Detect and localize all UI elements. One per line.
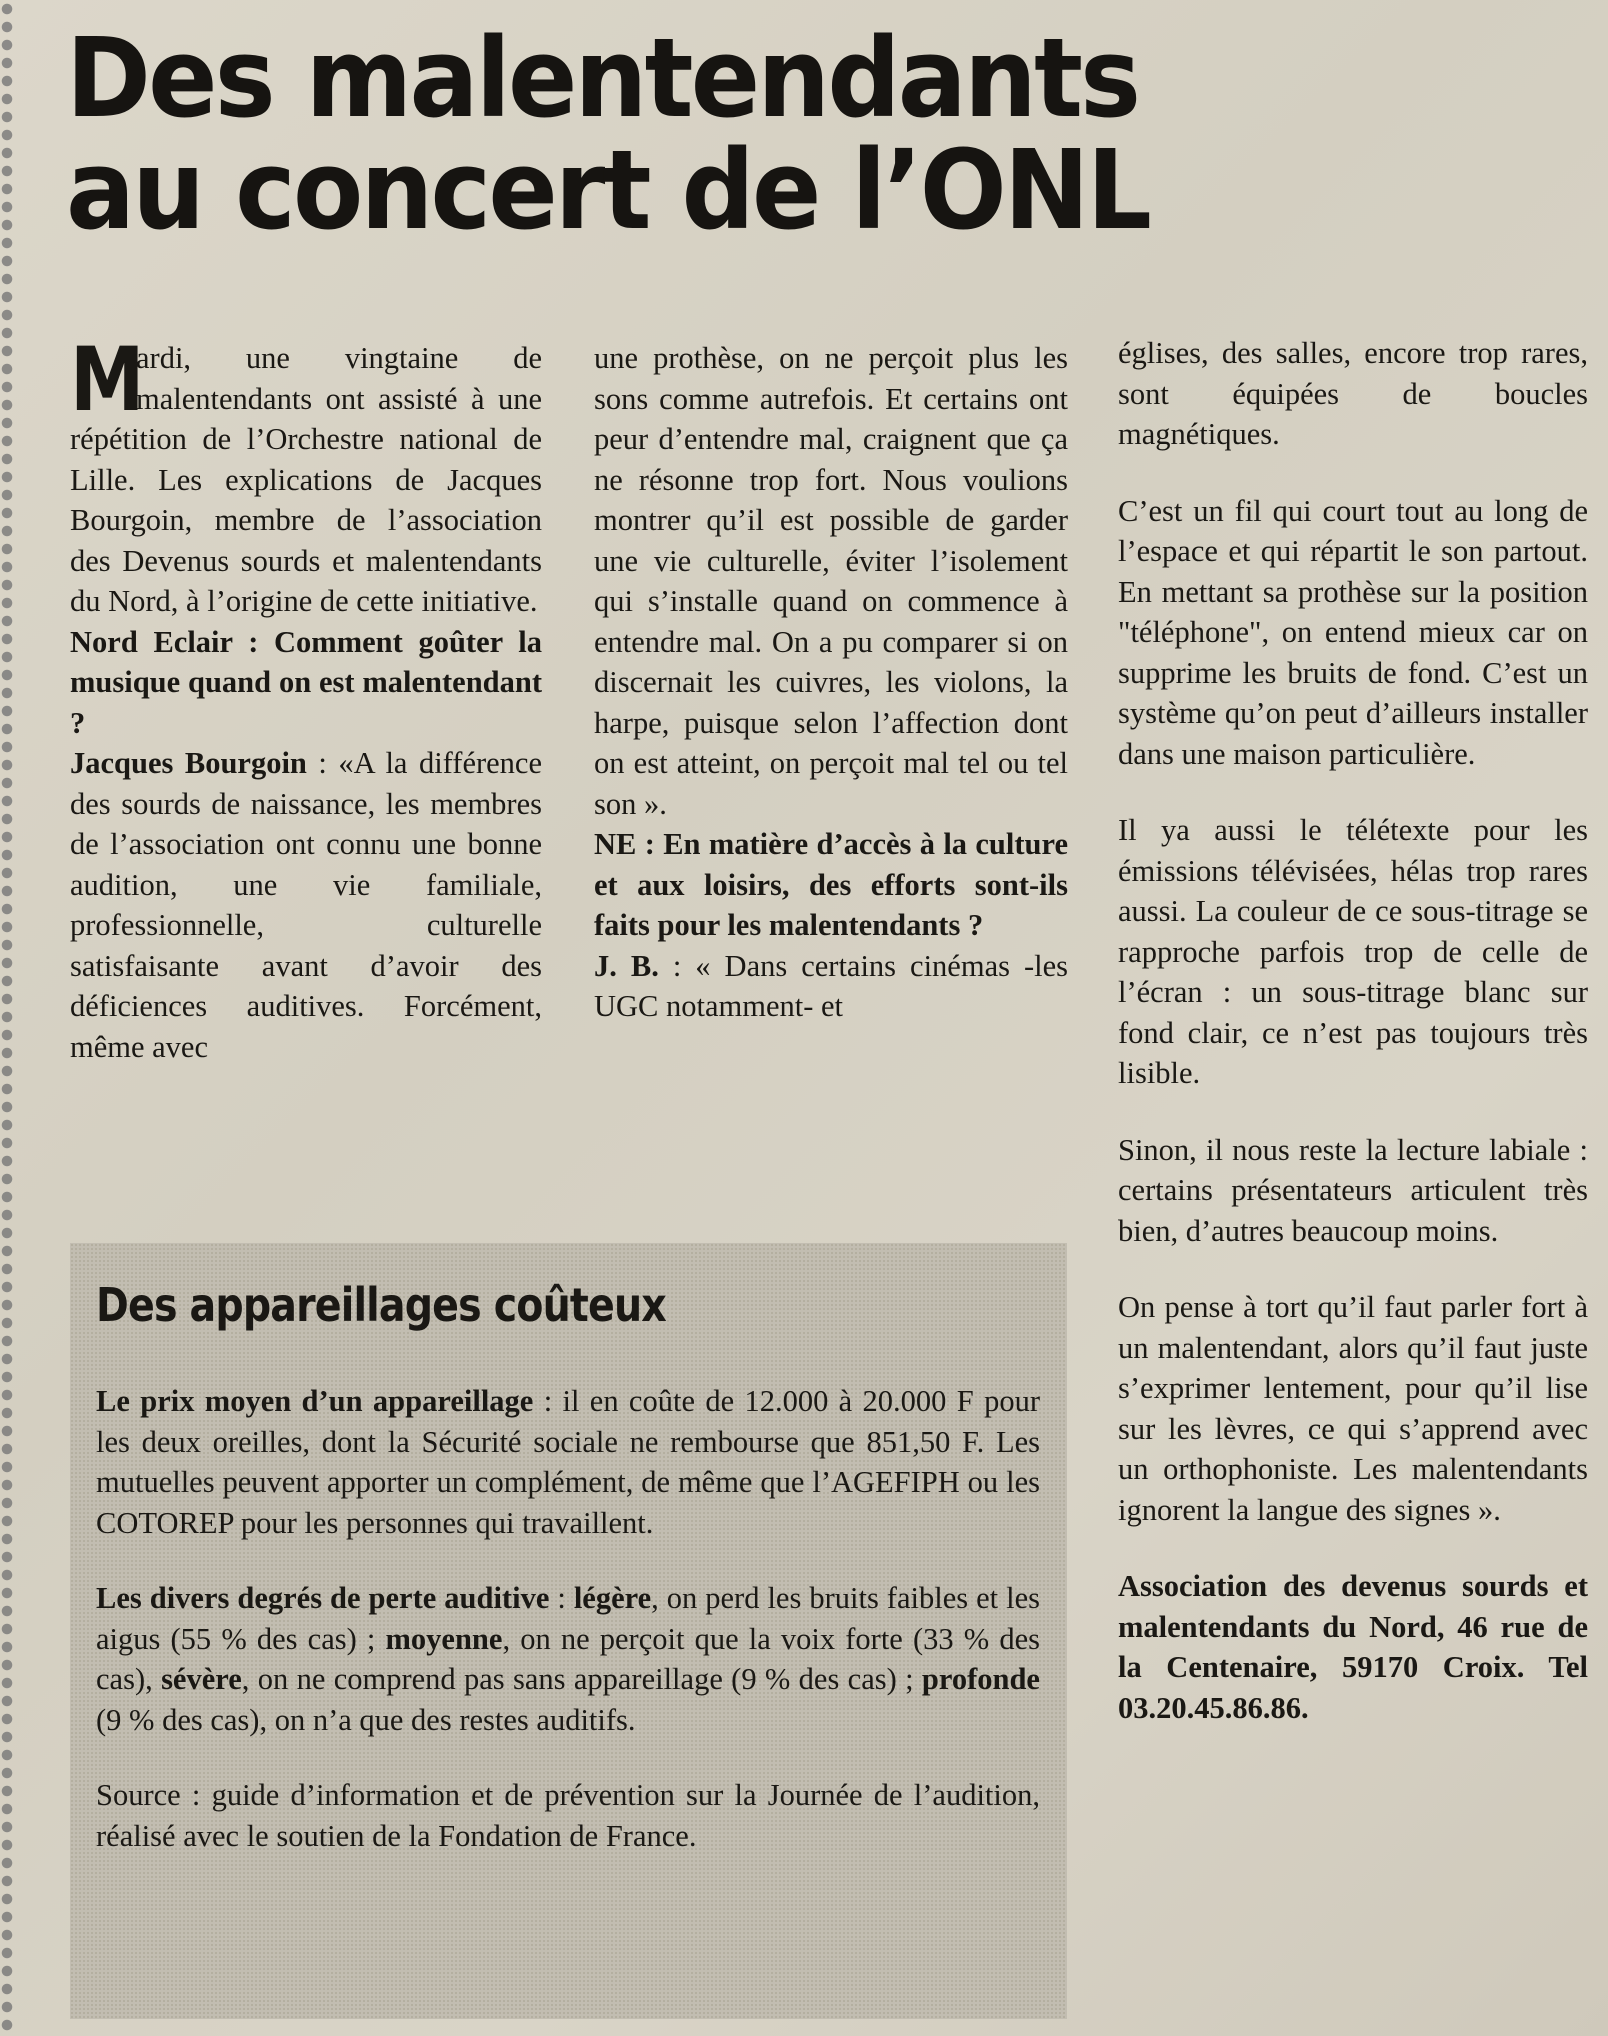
degres-text-2: , on perd les bruits faibles et les aigus (55 % des cas) ; <box>96 1581 1040 1656</box>
perforated-edge <box>0 0 14 2036</box>
question-2: NE : En matière d’accès à la culture et aux loisirs, des efforts sont-ils faits pour les malentendants ? <box>594 827 1068 942</box>
headline-line-1: Des malentendants <box>66 14 1139 142</box>
degres-text-4: , on ne comprend pas sans appareillage (9 % des cas) ; <box>241 1662 922 1696</box>
sidebar-body <box>96 1381 1040 1856</box>
paragraph-fil: C’est un fil qui court tout au long de l’espace et qui répartit le son partout. En mettant sa prothèse sur la position "téléphone", on entend mieux car on supprime les bruits de fond. C’est un système qu’on peut d’ailleurs installer dans une maison particulière. <box>1118 493 1588 771</box>
intro-text: ardi, une vingtaine de malentendants ont assisté à une répétition de l’Orchestre national de Lille. Les explications de Jacques Bourgoin, membre de l’association des Devenus sourds et malentendants du Nord, à l’origine de cette initiative. <box>70 341 542 618</box>
answer-2-part-1: : « Dans certains cinémas -les UGC notamment- et <box>594 948 1068 1023</box>
headline-line-2: au concert de l’ONL <box>66 126 1150 254</box>
paragraph-lecture-labiale: Sinon, il nous reste la lecture labiale : certains présentateurs articulent très bien, d’autres beaucoup moins. <box>1118 1132 1588 1248</box>
answer-1 <box>70 743 542 1067</box>
degree-profonde: profonde <box>921 1662 1040 1696</box>
prix-label: Le prix moyen d’un appareillage <box>96 1384 534 1418</box>
answer-2 <box>594 946 1068 1027</box>
question-1: Nord Eclair : Comment goûter la musique quand on est malentendant ? <box>70 624 542 740</box>
degres-text-1: : <box>549 1581 574 1615</box>
sidebar-box <box>70 1243 1067 2019</box>
degree-legere: légère <box>573 1581 652 1615</box>
sidebar-degres <box>96 1578 1040 1740</box>
column-2 <box>594 338 1068 1027</box>
degres-text-3: , on ne perçoit que la voix forte (33 % des cas), <box>96 1621 1040 1696</box>
degres-text-5: (9 % des cas), on n’a que des restes auditifs. <box>96 1702 636 1737</box>
speaker-jb: J. B. <box>594 948 659 983</box>
column-3 <box>1118 333 1588 1728</box>
degree-moyenne: moyenne <box>385 1621 503 1656</box>
drop-cap: M <box>70 328 145 431</box>
prix-text: : il en coûte de 12.000 à 20.000 F pour les deux oreilles, dont la Sécurité sociale ne rembourse que 851,50 F. Les mutuelles peuvent apporter un complément, de même que l’AGEFIPH ou les COTOREP pour les personnes qui travaillent. <box>96 1384 1040 1540</box>
speaker-jacques-bourgoin: Jacques Bourgoin <box>70 746 307 780</box>
answer-2-part-2: églises, des salles, encore trop rares, sont équipées de boucles magnétiques. <box>1118 336 1588 451</box>
sidebar-prix <box>96 1381 1040 1543</box>
intro-paragraph <box>70 328 542 622</box>
paragraph-teletexte: Il ya aussi le télétexte pour les émissions télévisées, hélas trop rares aussi. La couleur de ce sous-titrage se rapproche parfois trop de celle de l’écran : un sous-titrage blanc sur fond clair, ce n’est pas toujours très lisible. <box>1118 813 1588 1090</box>
sidebar-source: Source : guide d’information et de prévention sur la Journée de l’audition, réalisé avec le soutien de la Fondation de France. <box>96 1778 1040 1853</box>
degres-label: Les divers degrés de perte auditive <box>96 1581 550 1615</box>
answer-1-part-1: : «A la différence des sourds de naissance, les membres de l’association ont connu une bonne audition, une vie familiale, professionnelle, culturelle satisfaisante avant d’avoir des déficiences auditives. Forcément, même avec <box>70 746 543 1064</box>
column-1 <box>70 328 543 1067</box>
answer-1-part-2: une prothèse, on ne perçoit plus les sons comme autrefois. Et certains ont peur d’entendre mal, craignent que ça ne résonne trop fort. Nous voulions montrer qu’il est possible de garder une vie culturelle, éviter l’isolement qui s’installe quand on commence à entendre mal. On a pu comparer si on discernait les cuivres, les violons, la harpe, puisque selon l’affection dont on est atteint, on perçoit mal tel ou tel son ». <box>594 341 1068 821</box>
paragraph-parler-fort: On pense à tort qu’il faut parler fort à un malentendant, alors qu’il faut juste s’exprimer lentement, pour qu’il lise sur les lèvres, ce qui s’apprend avec un orthophoniste. Les malentendants ignorent la langue des signes ». <box>1118 1290 1588 1527</box>
degree-severe: sévère <box>161 1662 242 1696</box>
headline <box>66 14 1150 254</box>
association-contact: Association des devenus sourds et malentendants du Nord, 46 rue de la Centenaire, 59170 Croix. Tel 03.20.45.86.86. <box>1118 1569 1588 1725</box>
sidebar-title: Des appareillages coûteux <box>96 1278 666 1332</box>
